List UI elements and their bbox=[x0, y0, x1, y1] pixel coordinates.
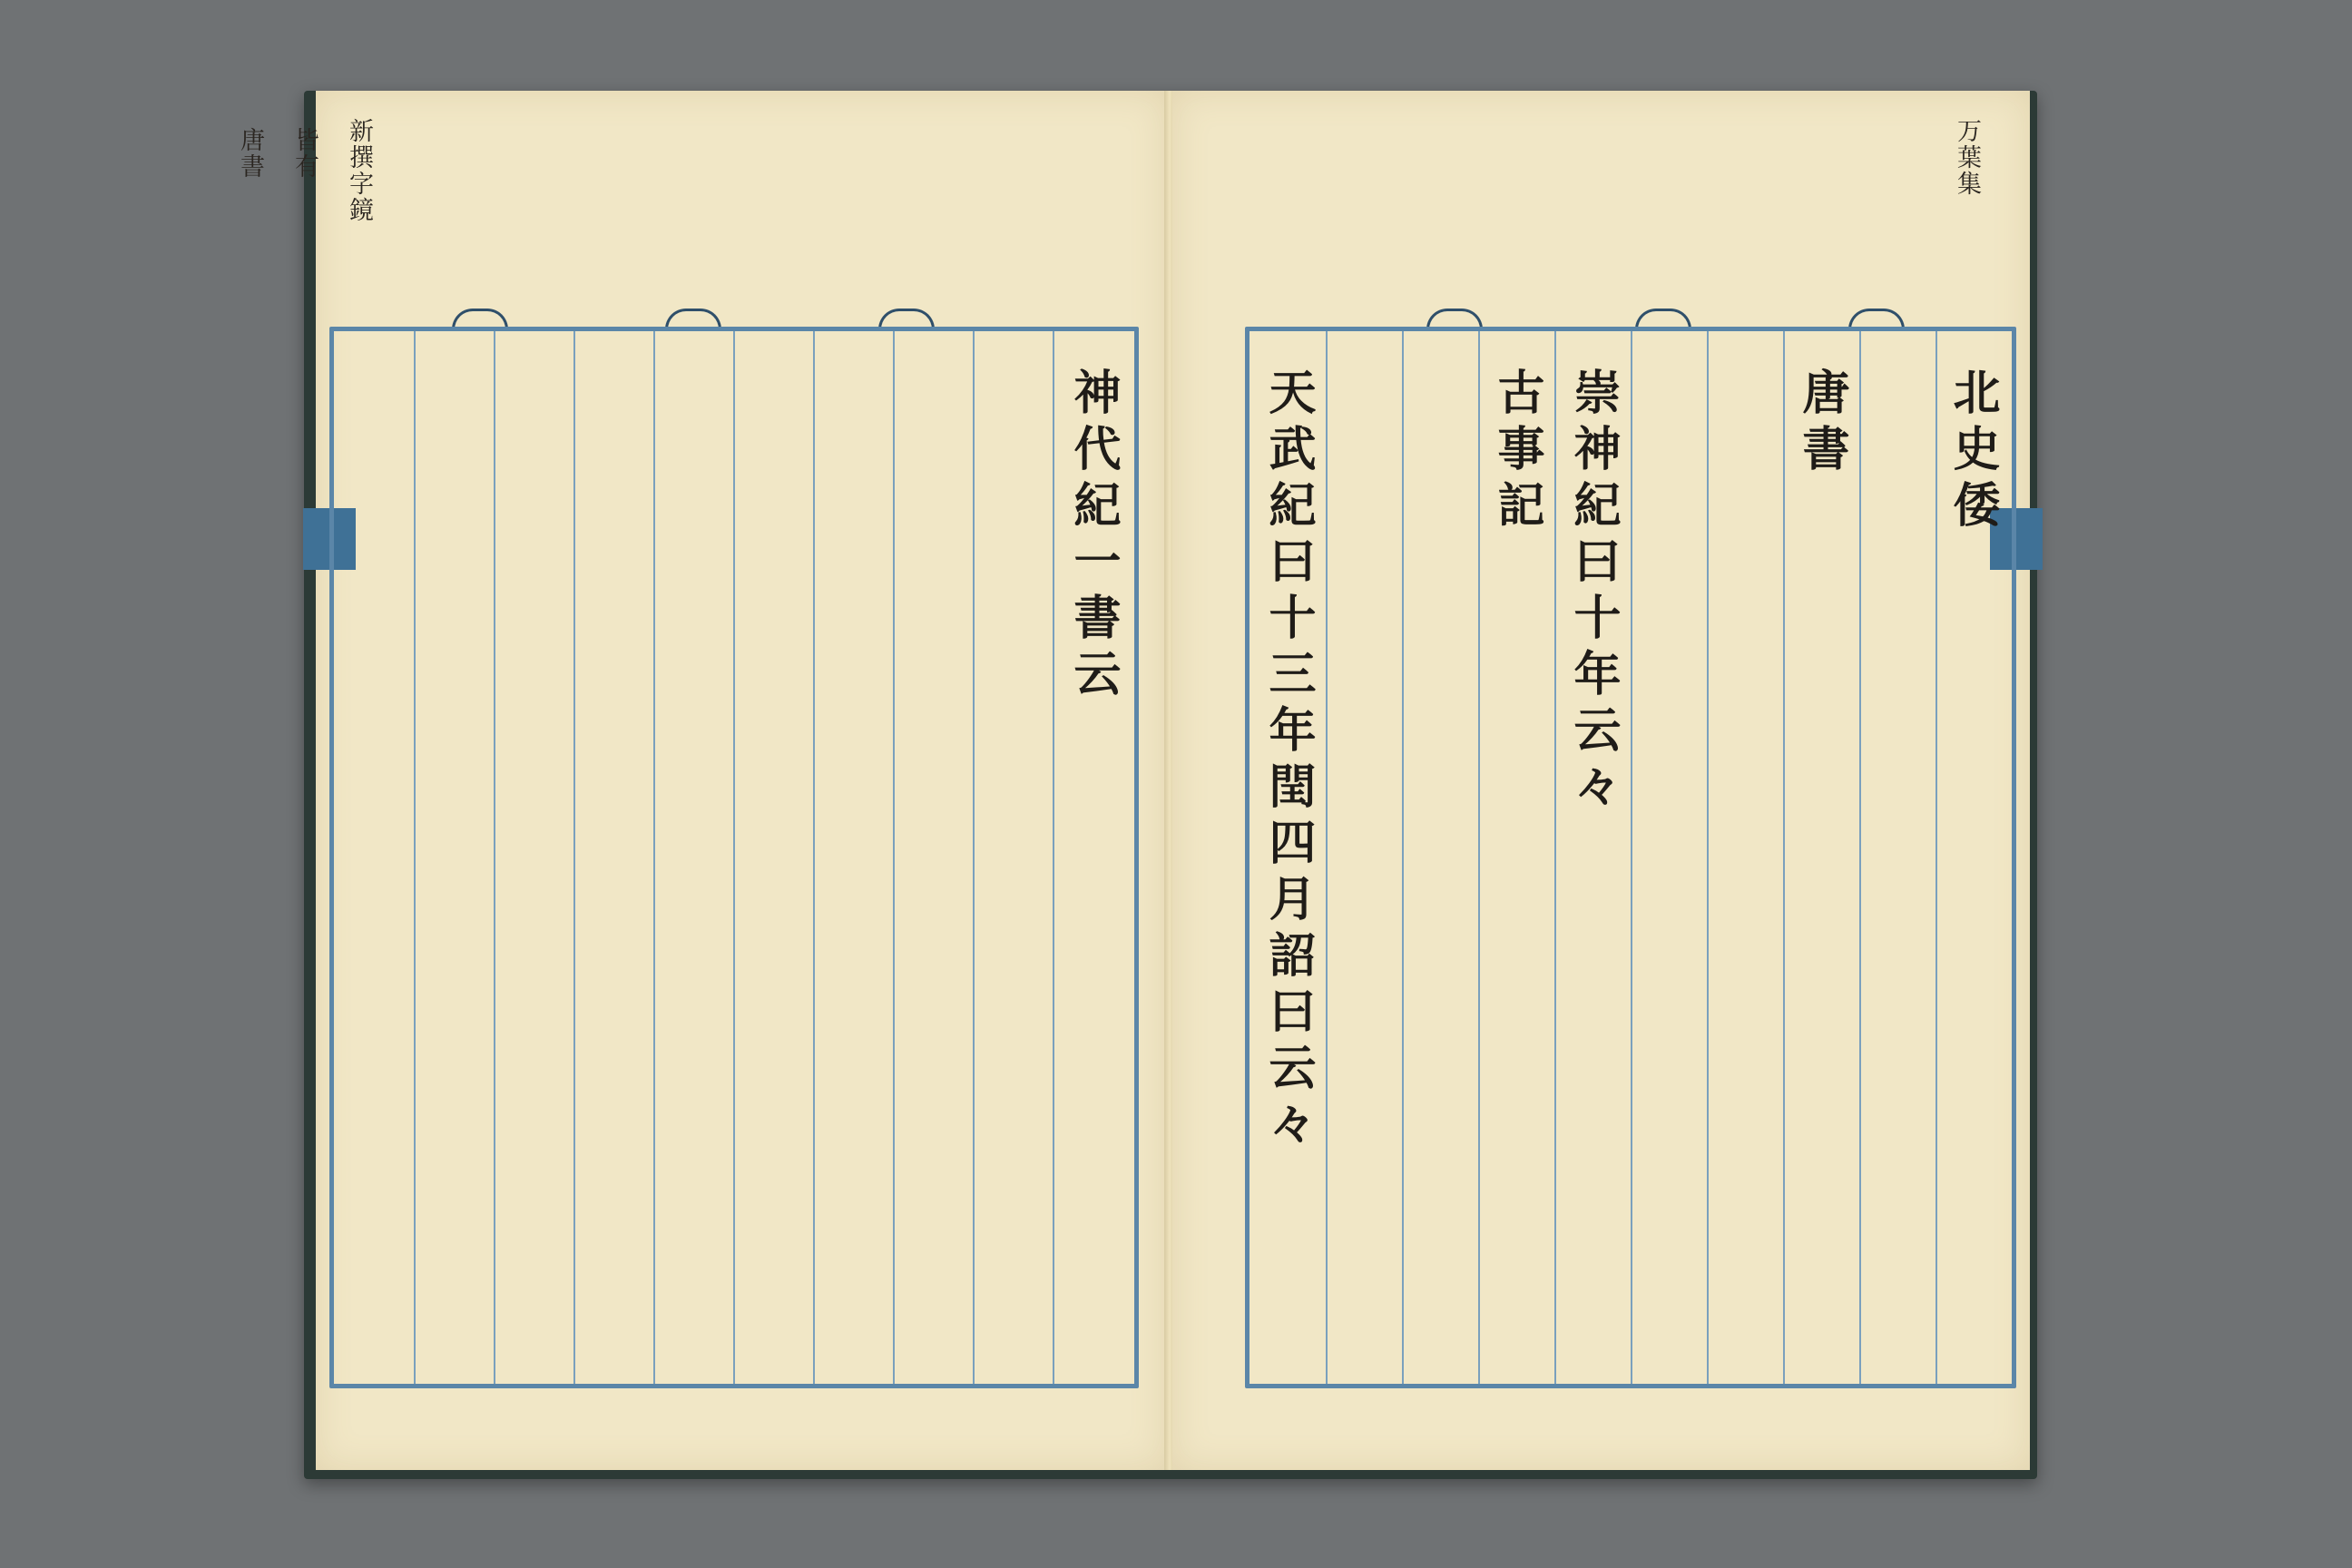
right-annotation-1: 万葉集 bbox=[1953, 118, 1981, 197]
right-page bbox=[1172, 91, 2030, 1470]
right-column-3: 崇神紀曰十年云々 bbox=[1565, 368, 1621, 818]
left-text-frame bbox=[329, 327, 1139, 1388]
right-column-2: 唐書 bbox=[1794, 368, 1849, 480]
right-column-5: 天武紀曰十三年閏四月詔曰云々 bbox=[1260, 368, 1316, 1155]
right-column-4: 古事記 bbox=[1489, 368, 1544, 536]
left-annotation-3: 唐書 bbox=[236, 127, 264, 180]
left-column-1: 神代紀一書云 bbox=[1065, 368, 1121, 705]
left-page bbox=[236, 91, 1166, 1470]
right-column-1: 北史倭 bbox=[1945, 368, 2000, 536]
right-text-frame bbox=[1245, 327, 2016, 1388]
left-annotation-1: 新撰字鏡 bbox=[345, 118, 373, 223]
left-annotation-2: 皆有 bbox=[290, 127, 318, 180]
